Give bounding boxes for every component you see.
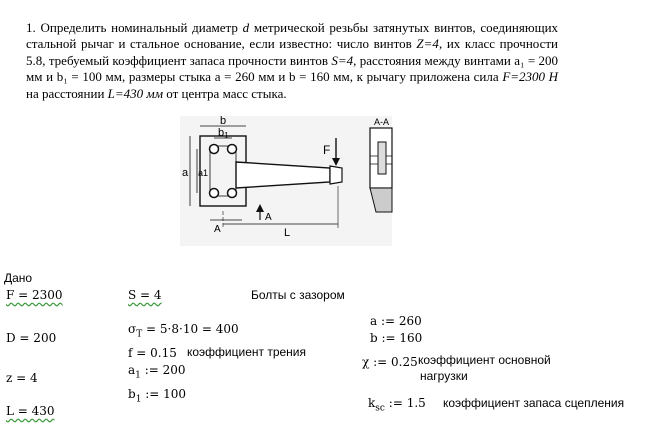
- problem-text-5: , к рычагу приложена сила: [349, 69, 499, 85]
- expr-a1: a₁ = 200 мм: [26, 52, 559, 85]
- sigma-symbol: σ: [128, 322, 137, 336]
- and-1: и: [46, 69, 54, 85]
- force-label: F: [323, 143, 331, 157]
- friction-note: коэффициент трения: [187, 345, 307, 359]
- expr-b: b = 160 мм: [289, 69, 350, 85]
- lever-drawing: [180, 116, 410, 246]
- problem-text-7: от центра масс стыка.: [166, 85, 287, 101]
- bolt-icon: [228, 189, 237, 198]
- dim-l-label: L: [284, 227, 291, 239]
- expr-a: a = 260 мм: [214, 69, 275, 85]
- given-F: F = 2300: [6, 288, 63, 302]
- bolt-icon: [228, 145, 237, 154]
- given-D: D = 200: [6, 331, 57, 345]
- ksc-expr: := 1.5: [388, 396, 426, 410]
- problem-text-6: на расстоянии: [26, 85, 105, 101]
- problem-text-2: , их класс прочности 5.8, требуемый коэффициент запаса прочности винтов: [26, 36, 559, 68]
- a1-expr: := 200: [144, 363, 186, 377]
- problem-text-1b: метрической резьбы затянутых винтов, соединяющих стальной рычаг и стальное основание, если известно: число винтов: [26, 20, 559, 52]
- dim-b1-label: b1: [218, 127, 229, 140]
- var-z: Z=4: [416, 36, 439, 52]
- dim-b-label: b: [220, 116, 227, 127]
- chi-note-1: коэффициент основной: [418, 353, 551, 367]
- section-a-arrow-label: A: [265, 212, 272, 223]
- section-a-label: A: [214, 224, 221, 235]
- a1-sub: 1: [135, 370, 141, 381]
- var-s: S=4: [331, 52, 354, 68]
- problem-text-4: , размеры стыка: [122, 69, 212, 85]
- ksc-symbol: k: [368, 396, 376, 410]
- var-f: F=2300 Н: [502, 69, 559, 85]
- expr-b1: b₁ = 100 мм: [56, 69, 122, 85]
- b1-sub: 1: [135, 394, 142, 405]
- given-L: L = 430: [6, 404, 55, 418]
- sigma-sub: T: [136, 329, 143, 340]
- given-a1: [128, 363, 186, 380]
- sigma-expr: = 5·8·10 = 400: [146, 322, 239, 336]
- given-ksc: [368, 396, 426, 413]
- b1-expr: := 100: [145, 387, 187, 401]
- and-2: и: [278, 69, 286, 85]
- a1-symbol: a: [128, 363, 136, 377]
- bolt-icon: [210, 189, 219, 198]
- given-S: S = 4: [128, 288, 162, 302]
- given-f: f = 0.15: [128, 346, 177, 360]
- dim-a1-label: a1: [198, 168, 209, 178]
- given-header: Дано: [4, 271, 33, 285]
- b1-symbol: b: [128, 387, 136, 401]
- bolts-note: Болты с зазором: [251, 288, 345, 302]
- given-b1: [128, 387, 186, 404]
- section-view-label: A-A: [374, 117, 390, 127]
- ksc-sub: sc: [375, 403, 385, 414]
- var-l: L=430 мм: [107, 85, 164, 101]
- bolt-icon: [210, 145, 219, 154]
- ksc-note: коэффициент запаса сцепления: [443, 396, 625, 410]
- given-z: z = 4: [6, 371, 38, 385]
- problem-number: 1.: [26, 20, 36, 35]
- dim-a-label: a: [182, 167, 189, 179]
- given-chi: χ := 0.25: [362, 355, 418, 369]
- given-a: a := 260: [370, 314, 422, 328]
- chi-note-2: нагрузки: [420, 369, 468, 383]
- problem-text-1: Определить номинальный диаметр: [40, 20, 238, 35]
- problem-text-3: , расстояния между винтами: [353, 52, 511, 68]
- var-d: d: [242, 20, 250, 35]
- problem-statement: [26, 20, 558, 102]
- given-b: b := 160: [370, 331, 423, 345]
- given-sigma: [128, 322, 239, 339]
